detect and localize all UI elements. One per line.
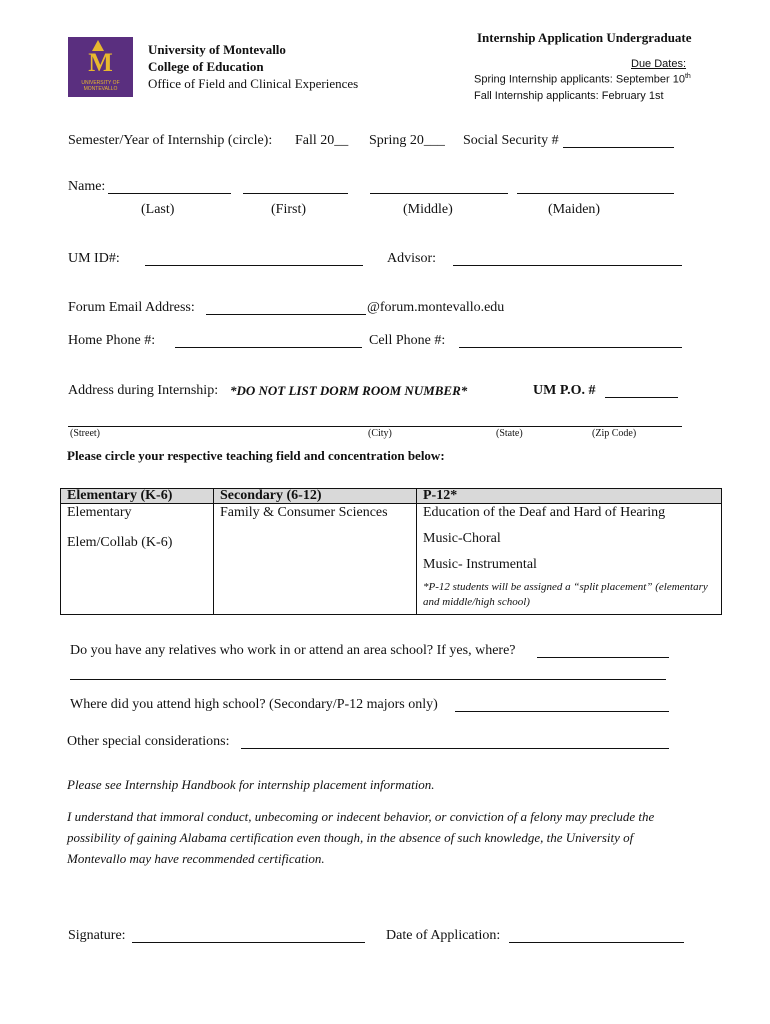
p12-column — [417, 504, 722, 615]
ssn-label: Social Security # — [463, 133, 559, 148]
high-school-field[interactable] — [455, 711, 669, 712]
understand-line-2: possibility of gaining Alabama certification even though, in the absence of such knowledge, the University of — [67, 830, 634, 845]
logo-letter: M — [88, 48, 113, 77]
cell-phone-label: Cell Phone #: — [369, 333, 446, 348]
form-title: Internship Application Undergraduate — [477, 30, 692, 45]
po-label: UM P.O. # — [533, 383, 596, 398]
cell-phone-field[interactable] — [459, 347, 682, 348]
advisor-field[interactable] — [453, 265, 682, 266]
last-caption: (Last) — [141, 202, 175, 217]
university-logo — [68, 37, 133, 97]
signature-field[interactable] — [132, 942, 365, 943]
understand-line-3: Montevallo may have recommended certification. — [67, 851, 325, 866]
column-header-p12: P-12* — [417, 489, 722, 504]
option-elem-collab[interactable]: Elem/Collab (K-6) — [67, 535, 173, 550]
maiden-caption: (Maiden) — [548, 202, 601, 217]
p12-note: *P-12 students will be assigned a “split placement” (elementary and middle/high school) — [423, 581, 708, 608]
fall-option[interactable]: Fall 20__ — [295, 133, 349, 148]
spring-option[interactable]: Spring 20___ — [369, 133, 445, 148]
umid-label: UM ID#: — [68, 251, 120, 266]
college-name: College of Education — [148, 59, 264, 74]
option-music-choral[interactable]: Music-Choral — [423, 531, 501, 546]
zip-caption: (Zip Code) — [592, 428, 637, 439]
middle-caption: (Middle) — [403, 202, 453, 217]
ssn-field[interactable] — [563, 147, 674, 148]
understand-line-1: I understand that immoral conduct, unbecoming or indecent behavior, or conviction of a felony may preclude the — [67, 809, 655, 824]
city-caption: (City) — [368, 428, 392, 439]
column-header-elementary: Elementary (K-6) — [61, 489, 214, 504]
first-caption: (First) — [271, 202, 306, 217]
po-field[interactable] — [605, 397, 678, 398]
email-field[interactable] — [206, 314, 366, 315]
column-header-secondary: Secondary (6-12) — [214, 489, 417, 504]
date-field[interactable] — [509, 942, 684, 943]
date-label: Date of Application: — [386, 928, 501, 943]
fall-due-date: Fall Internship applicants: February 1st — [474, 90, 664, 102]
logo-lettering: UNIVERSITY OF MONTEVALLO — [81, 80, 120, 92]
first-name-field[interactable] — [243, 193, 348, 194]
teaching-instruction: Please circle your respective teaching field and concentration below: — [67, 448, 445, 463]
advisor-label: Advisor: — [387, 251, 436, 266]
due-dates-label: Due Dates: — [631, 58, 687, 70]
special-considerations-field[interactable] — [241, 748, 669, 749]
middle-name-field[interactable] — [370, 193, 508, 194]
last-name-field[interactable] — [108, 193, 231, 194]
email-domain: @forum.montevallo.edu — [367, 300, 505, 315]
address-label: Address during Internship: — [68, 383, 219, 398]
option-deaf-hard-hearing[interactable]: Education of the Deaf and Hard of Hearing — [423, 505, 666, 520]
spring-due-date: Spring Internship applicants: September 10th — [474, 73, 691, 86]
signature-label: Signature: — [68, 928, 126, 943]
option-family-consumer[interactable]: Family & Consumer Sciences — [220, 505, 388, 520]
office-name: Office of Field and Clinical Experiences — [148, 76, 359, 91]
dorm-warning: *DO NOT LIST DORM ROOM NUMBER* — [230, 383, 468, 398]
name-label: Name: — [68, 179, 106, 194]
secondary-column — [214, 504, 417, 615]
high-school-question: Where did you attend high school? (Secondary/P-12 majors only) — [70, 697, 438, 712]
relatives-field[interactable] — [537, 657, 669, 658]
option-music-instrumental[interactable]: Music- Instrumental — [423, 557, 537, 572]
relatives-field-line2[interactable] — [70, 679, 666, 680]
home-phone-field[interactable] — [175, 347, 362, 348]
maiden-name-field[interactable] — [517, 193, 674, 194]
special-considerations-label: Other special considerations: — [67, 734, 230, 749]
email-label: Forum Email Address: — [68, 300, 195, 315]
teaching-field-table — [60, 488, 722, 615]
handbook-note: Please see Internship Handbook for internship placement information. — [67, 777, 435, 792]
home-phone-label: Home Phone #: — [68, 333, 156, 348]
semester-label: Semester/Year of Internship (circle): — [68, 133, 273, 148]
elementary-column — [61, 504, 214, 615]
state-caption: (State) — [496, 428, 523, 439]
address-field[interactable] — [68, 426, 682, 427]
umid-field[interactable] — [145, 265, 363, 266]
university-name: University of Montevallo — [148, 42, 286, 57]
option-elementary[interactable]: Elementary — [67, 505, 132, 520]
street-caption: (Street) — [70, 428, 100, 439]
relatives-question: Do you have any relatives who work in or attend an area school? If yes, where? — [70, 643, 516, 658]
